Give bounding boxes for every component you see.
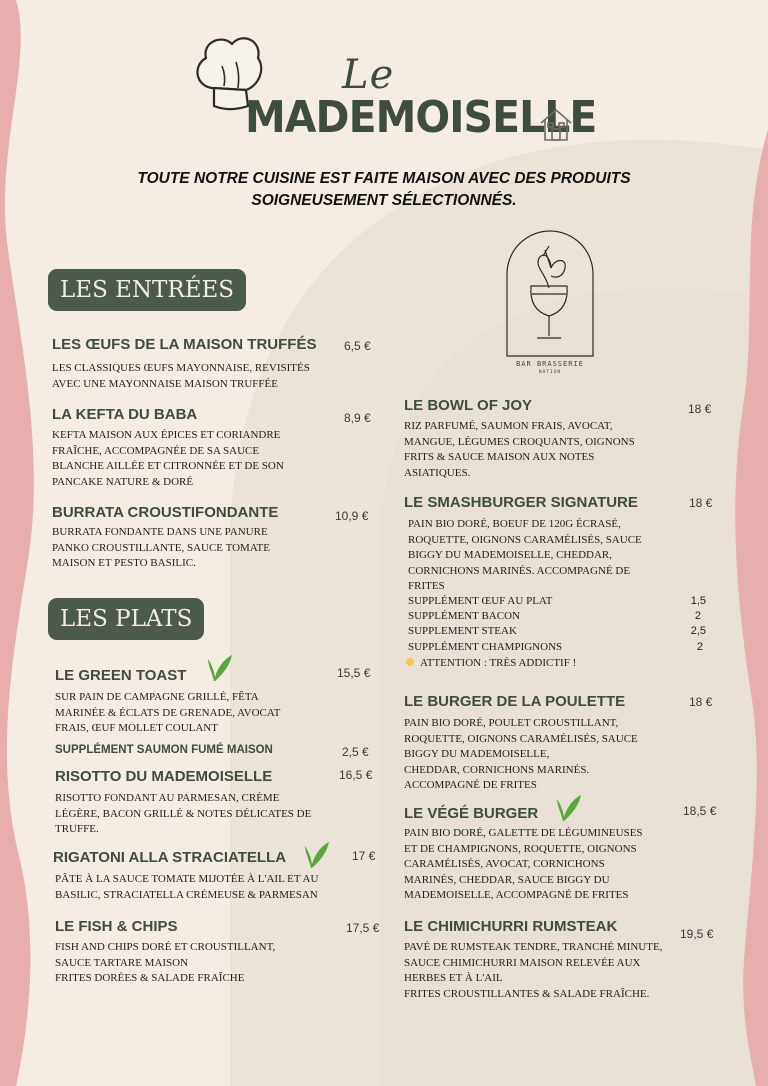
supplement-price: 1,5 xyxy=(690,595,706,607)
supplement-label: SUPPLÉMENT SAUMON FUMÉ MAISON xyxy=(55,744,273,756)
desc-line: FRITES xyxy=(408,580,445,592)
supplement-price: 2 xyxy=(696,641,703,653)
section-entrees-title: LES ENTRÉES xyxy=(48,269,246,311)
desc-line: CARAMÉLISÉS, AVOCAT, CORNICHONS xyxy=(404,858,605,870)
dish-price: 8,9 € xyxy=(344,411,371,425)
desc-line: TRUFFE. xyxy=(55,823,99,835)
dish-name: LE SMASHBURGER SIGNATURE xyxy=(404,494,638,511)
desc-line: CHEDDAR, CORNICHONS MARINÉS. xyxy=(404,763,590,776)
desc-line: BIGGY DU MADEMOISELLE, xyxy=(404,748,550,760)
desc-line: ACCOMPAGNÉ DE FRITES xyxy=(404,779,537,791)
dish-description xyxy=(52,525,270,572)
desc-line: BURRATA FONDANTE DANS UNE PANURE xyxy=(52,526,268,538)
supplement-row xyxy=(408,595,706,611)
desc-line: SUR PAIN DE CAMPAGNE GRILLÉ, FÊTA xyxy=(55,691,259,703)
dish-name: RIGATONI ALLA STRACIATELLA xyxy=(53,849,287,866)
desc-line: PÂTE À LA SAUCE TOMATE MIJOTÉE À L'AIL ET AU xyxy=(55,873,319,885)
dish-description xyxy=(404,419,635,481)
tagline-line-2: SOIGNEUSEMENT SÉLECTIONNÉS. xyxy=(251,192,517,209)
supplement-label: SUPPLÉMENT BACON xyxy=(408,610,520,622)
dish-name: BURRATA CROUSTIFONDANTE xyxy=(52,504,279,521)
logo-le: Le xyxy=(342,52,395,98)
logo-name: MADEMOISELLE xyxy=(245,92,597,143)
dish-price: 18 € xyxy=(689,496,713,510)
desc-line: AVEC UNE MAYONNAISE MAISON TRUFFÉE xyxy=(52,377,278,390)
desc-line: CORNICHONS MARINÉS. ACCOMPAGNÉ DE xyxy=(408,564,631,577)
desc-line: FRITES CROUSTILLANTES & SALADE FRAÎCHE. xyxy=(404,987,650,1000)
desc-line: FRITS & SAUCE MAISON AUX NOTES xyxy=(404,451,595,463)
supplement-price: 2,5 xyxy=(690,625,706,637)
dish-price: 18,5 € xyxy=(683,804,717,818)
dish-description xyxy=(55,690,280,737)
dish-price: 6,5 € xyxy=(344,339,371,353)
desc-line: MADEMOISELLE, ACCOMPAGNÉ DE FRITES xyxy=(404,889,629,901)
desc-line: PAIN BIO DORÉ, POULET CROUSTILLANT, xyxy=(404,717,619,729)
desc-line: PAIN BIO DORÉ, GALETTE DE LÉGUMINEUSES xyxy=(404,827,643,839)
supplement-row xyxy=(408,625,706,641)
desc-line: BIGGY DU MADEMOISELLE, CHEDDAR, xyxy=(408,549,612,561)
dish-price: 19,5 € xyxy=(680,927,714,941)
desc-line: LÉGÈRE, BACON GRILLÉ & NOTES DÉLICATES DE xyxy=(55,807,312,820)
dish-name: LE CHIMICHURRI RUMSTEAK xyxy=(404,918,618,935)
dish-price: 17,5 € xyxy=(346,921,380,935)
dish-name: LE FISH & CHIPS xyxy=(55,918,178,935)
desc-line: ROQUETTE, OIGNONS CARAMÉLISÉS, SAUCE xyxy=(408,533,642,546)
desc-line: MARINÉS, CHEDDAR, SAUCE BIGGY DU xyxy=(404,873,610,886)
desc-line: FRAIS, ŒUF MOLLET COULANT xyxy=(55,722,218,734)
desc-line: ROQUETTE, OIGNONS CARAMÉLISÉS, SAUCE xyxy=(404,732,638,745)
dish-name: LES ŒUFS DE LA MAISON TRUFFÉS xyxy=(52,336,317,353)
dish-name: LA KEFTA DU BABA xyxy=(52,406,198,423)
desc-line: ET DE CHAMPIGNONS, ROQUETTE, OIGNONS xyxy=(404,842,637,855)
attention-text: ATTENTION : TRÈS ADDICTIF ! xyxy=(420,657,577,669)
dish-price: 15,5 € xyxy=(337,666,371,680)
desc-line: PAVÉ DE RUMSTEAK TENDRE, TRANCHÉ MINUTE, xyxy=(404,941,663,953)
tagline-line-1: TOUTE NOTRE CUISINE EST FAITE MAISON AVEC DES PRODUITS xyxy=(137,170,631,187)
desc-line: FRAÎCHE, ACCOMPAGNÉE DE SA SAUCE xyxy=(52,444,260,457)
tagline xyxy=(90,168,678,212)
dish-price: 16,5 € xyxy=(339,768,373,782)
dish-description xyxy=(55,791,311,838)
leaf-icon xyxy=(555,793,583,823)
dish-description xyxy=(52,428,284,490)
desc-line: BASILIC, STRACIATELLA CRÉMEUSE & PARMESAN xyxy=(55,888,318,901)
warning-dot-icon xyxy=(406,658,414,666)
dish-name: LE BURGER DE LA POULETTE xyxy=(404,693,626,710)
dish-name: RISOTTO DU MADEMOISELLE xyxy=(55,768,273,785)
dish-description xyxy=(55,872,318,903)
dish-price: 17 € xyxy=(352,849,376,863)
desc-line: SAUCE CHIMICHURRI MAISON RELEVÉE AUX xyxy=(404,956,641,969)
desc-line: ASIATIQUES. xyxy=(404,466,471,479)
desc-line: BLANCHE AILLÉE ET CITRONNÉE ET DE SON xyxy=(52,460,284,472)
desc-line: FISH AND CHIPS DORÉ ET CROUSTILLANT, xyxy=(55,941,276,953)
bar-brasserie-sub: NATION xyxy=(538,370,562,375)
desc-line: MARINÉE & ÉCLATS DE GRENADE, AVOCAT xyxy=(55,706,281,719)
supplement-label: SUPPLEMENT STEAK xyxy=(408,625,517,637)
dish-description xyxy=(408,517,642,595)
wine-glass-flower-icon xyxy=(505,228,595,358)
dish-price: 18 € xyxy=(689,695,713,709)
dish-price: 18 € xyxy=(688,402,712,416)
desc-line: RISOTTO FONDANT AU PARMESAN, CRÈME xyxy=(55,792,280,804)
section-plats-title: LES PLATS xyxy=(48,598,204,640)
supplement-price: 2 xyxy=(694,610,701,622)
dish-name: LE BOWL OF JOY xyxy=(404,397,533,414)
supplement-row xyxy=(408,641,706,657)
dish-price: 10,9 € xyxy=(335,509,369,523)
supplement-price: 2,5 € xyxy=(342,745,369,759)
dish-description xyxy=(404,826,643,904)
bar-brasserie-label: BAR BRASSERIE xyxy=(516,360,584,368)
dish-name: LE VÉGÉ BURGER xyxy=(404,805,539,822)
desc-line: SAUCE TARTARE MAISON xyxy=(55,956,189,969)
leaf-icon xyxy=(206,653,234,683)
desc-line: KEFTA MAISON AUX ÉPICES ET CORIANDRE xyxy=(52,429,281,441)
desc-line: RIZ PARFUMÉ, SAUMON FRAIS, AVOCAT, xyxy=(404,420,613,432)
dish-description xyxy=(52,361,310,392)
house-icon xyxy=(538,106,574,144)
supplement-label: SUPPLÉMENT ŒUF AU PLAT xyxy=(408,595,553,607)
desc-line: PAIN BIO DORÉ, BOEUF DE 120G ÉCRASÉ, xyxy=(408,518,621,530)
dish-description xyxy=(404,940,662,1002)
desc-line: LES CLASSIQUES ŒUFS MAYONNAISE, REVISITÉS xyxy=(52,362,310,374)
dish-description xyxy=(55,940,275,987)
desc-line: MAISON ET PESTO BASILIC. xyxy=(52,557,196,569)
attention-note xyxy=(406,657,576,669)
dish-name: LE GREEN TOAST xyxy=(55,667,187,684)
supplement-row xyxy=(408,610,705,626)
desc-line: HERBES ET À L'AIL xyxy=(404,972,503,984)
desc-line: PANCAKE NATURE & DORÉ xyxy=(52,475,194,488)
leaf-icon xyxy=(303,840,331,870)
desc-line: PANKO CROUSTILLANTE, SAUCE TOMATE xyxy=(52,541,270,554)
supplement-label: SUPPLÉMENT CHAMPIGNONS xyxy=(408,641,563,653)
dish-description xyxy=(404,716,638,794)
desc-line: FRITES DORÉES & SALADE FRAÎCHE xyxy=(55,972,245,984)
desc-line: MANGUE, LÉGUMES CROQUANTS, OIGNONS xyxy=(404,435,635,448)
